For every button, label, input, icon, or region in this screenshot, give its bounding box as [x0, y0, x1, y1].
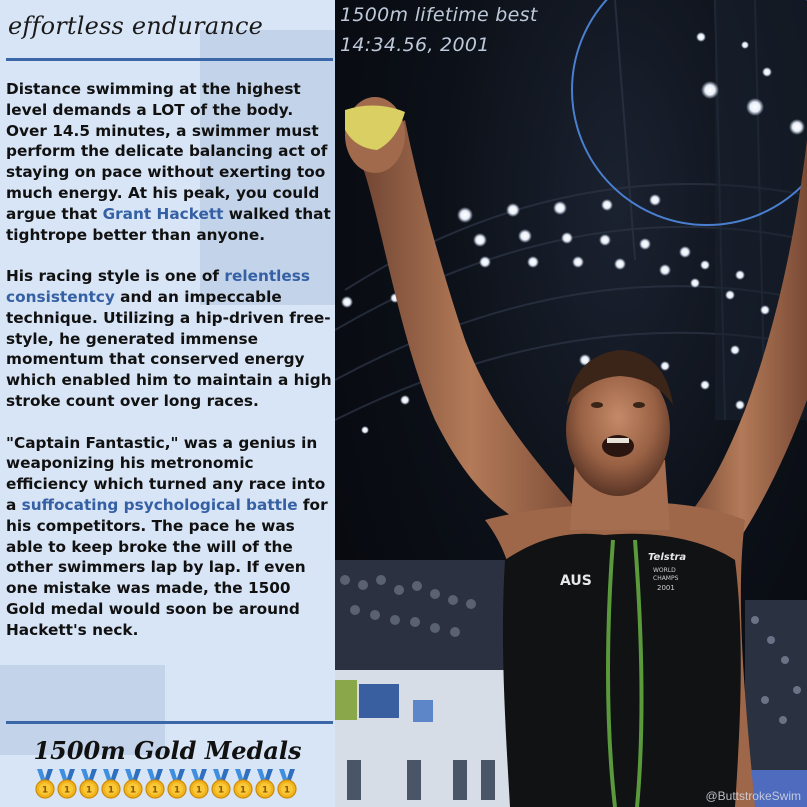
suit-country: AUS — [560, 573, 592, 589]
svg-text:1: 1 — [283, 785, 291, 796]
svg-text:1: 1 — [85, 785, 93, 796]
highlighted-phrase: relentless consistentcy — [6, 267, 310, 306]
suit-event-line1: WORLD — [653, 567, 676, 574]
body-paragraph — [6, 433, 333, 641]
lifetime-best-label: 1500m lifetime best — [340, 4, 538, 26]
page-title: effortless endurance — [8, 12, 264, 40]
gold-medal-icon — [56, 768, 78, 800]
gold-medal-icon — [122, 768, 144, 800]
lifetime-best-time: 14:34.56, 2001 — [340, 34, 490, 56]
gold-medal-row — [34, 768, 298, 800]
right-stands — [745, 600, 807, 807]
gold-medal-icon — [100, 768, 122, 800]
medals-title: 1500m Gold Medals — [33, 736, 302, 765]
paragraph-text: walked that tightrope better than anyone. — [6, 204, 331, 244]
suit-year: 2001 — [657, 584, 675, 592]
gold-medal-icon — [188, 768, 210, 800]
svg-text:1: 1 — [261, 785, 269, 796]
paragraph-text: His racing style is one of — [6, 267, 225, 286]
svg-text:1: 1 — [239, 785, 247, 796]
title-divider — [6, 58, 333, 61]
teeth — [607, 438, 629, 443]
suit-event-line2: CHAMPS — [653, 575, 679, 582]
highlighted-phrase: Grant Hackett — [102, 204, 224, 223]
text-panel — [0, 0, 335, 807]
article-body — [6, 79, 333, 661]
svg-text:1: 1 — [107, 785, 115, 796]
gold-medal-icon — [78, 768, 100, 800]
svg-text:1: 1 — [173, 785, 181, 796]
gold-medal-icon — [166, 768, 188, 800]
swimmer-photo — [335, 0, 807, 807]
photo-illustration — [335, 0, 807, 807]
gold-medal-icon — [232, 768, 254, 800]
svg-text:1: 1 — [41, 785, 49, 796]
watermark-handle: @ButtstrokeSwim — [705, 789, 801, 803]
svg-text:1: 1 — [129, 785, 137, 796]
body-paragraph — [6, 79, 333, 245]
racing-suit — [503, 534, 741, 807]
gold-medal-icon — [34, 768, 56, 800]
paragraph-text: "Captain Fantastic," was a genius in weaponizing his metronomic efficiency which turned any race into a — [6, 433, 326, 514]
gold-medal-icon — [254, 768, 276, 800]
svg-text:1: 1 — [217, 785, 225, 796]
paragraph-text: and an impeccable technique. Utilizing a hip-driven free-style, he generated immense momentum that conserved energy which enabled him to maintain a high stroke count over long races. — [6, 287, 332, 410]
left-arm — [355, 120, 585, 530]
suit-sponsor: Telstra — [648, 552, 687, 563]
body-paragraph — [6, 266, 333, 412]
crowd-stands — [335, 560, 515, 807]
gold-medal-icon — [210, 768, 232, 800]
svg-text:1: 1 — [63, 785, 71, 796]
highlighted-phrase: suffocating psychological battle — [21, 495, 298, 514]
medals-divider — [6, 721, 333, 724]
svg-text:1: 1 — [195, 785, 203, 796]
svg-text:1: 1 — [151, 785, 159, 796]
gold-medal-icon — [276, 768, 298, 800]
paragraph-text: Distance swimming at the highest level demands a LOT of the body. Over 14.5 minutes, a swimmer must perform the delicate balancing act of staying on pace without exerting too much energy. At his peak, you could argue that — [6, 80, 328, 223]
gold-medal-icon — [144, 768, 166, 800]
paragraph-text: for his competitors. The pace he was able to keep broke the will of the other swimmers lap by lap. If even one mistake was made, the 1500 Gold medal would soon be around Hackett's neck. — [6, 495, 328, 639]
